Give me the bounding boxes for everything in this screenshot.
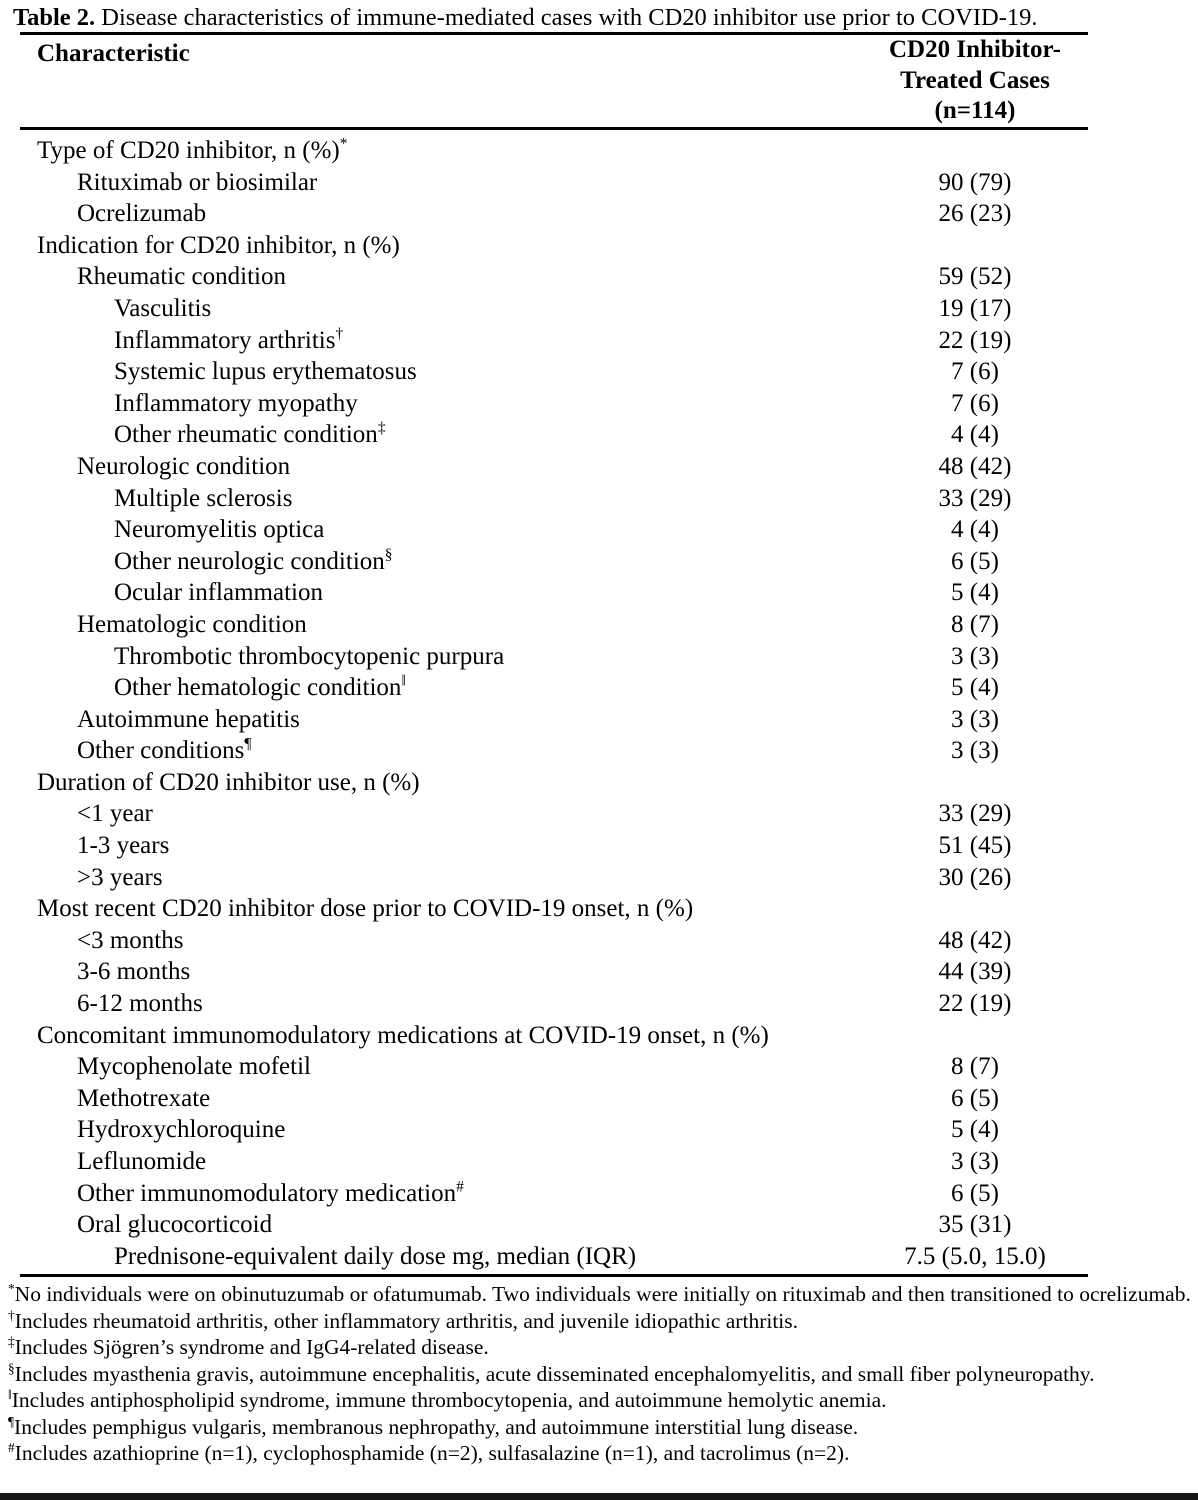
footnote-marker: # xyxy=(8,1439,15,1455)
table-row xyxy=(0,198,1198,230)
table-bottom-rule xyxy=(20,1274,1088,1277)
table-row xyxy=(0,672,1198,704)
row-value: 33 (29) xyxy=(938,800,1012,828)
row-label: Thrombotic thrombocytopenic purpura xyxy=(114,642,505,670)
table-row xyxy=(0,988,1198,1020)
row-value: 7 (6) xyxy=(951,389,999,417)
row-label: Other hematologic condition‖ xyxy=(114,672,406,702)
table-row xyxy=(0,798,1198,830)
table-row xyxy=(0,1146,1198,1178)
row-label: Systemic lupus erythematosus xyxy=(114,358,417,386)
row-value: 7 (6) xyxy=(951,358,999,386)
footnote-marker: ‡ xyxy=(8,1333,15,1349)
footnote-text: No individuals were on obinutuzumab or ofatumumab. Two individuals were initially on rituximab and then transitioned to ocrelizumab. xyxy=(14,1282,1191,1306)
row-value: 30 (26) xyxy=(938,863,1012,891)
table-row xyxy=(0,1114,1198,1146)
row-value: 22 (19) xyxy=(938,326,1012,354)
row-value: 22 (19) xyxy=(938,990,1012,1018)
table-row xyxy=(0,609,1198,641)
table-body xyxy=(0,135,1198,1272)
table-title xyxy=(13,3,1038,33)
row-label: Indication for CD20 inhibitor, n (%) xyxy=(37,231,400,259)
footnote-marker: § xyxy=(8,1360,15,1376)
row-value: 6 (5) xyxy=(951,1179,999,1207)
row-label: Other rheumatic condition‡ xyxy=(114,420,386,449)
row-label: Duration of CD20 inhibitor use, n (%) xyxy=(37,768,420,796)
table-row xyxy=(0,893,1198,925)
table-title-text: Disease characteristics of immune-mediated cases with CD20 inhibitor use prior to COVID-19. xyxy=(95,4,1038,31)
table-row xyxy=(0,1178,1198,1210)
footnote-marker: ‖ xyxy=(8,1386,12,1402)
row-label: Other immunomodulatory medication# xyxy=(77,1178,464,1207)
row-label: Ocrelizumab xyxy=(77,200,207,228)
table-row xyxy=(0,830,1198,862)
footnote-text: Includes antiphospholipid syndrome, immune thrombocytopenia, and autoimmune hemolytic anemia. xyxy=(11,1388,887,1412)
row-label: Other conditions¶ xyxy=(77,735,252,765)
table-row xyxy=(0,325,1198,357)
footnote-item xyxy=(8,1440,1193,1467)
row-label: Other neurologic condition§ xyxy=(114,546,393,575)
table-row xyxy=(0,388,1198,420)
table-row xyxy=(0,862,1198,894)
header-rule xyxy=(20,127,1088,130)
row-value: 8 (7) xyxy=(951,610,999,638)
row-label: Type of CD20 inhibitor, n (%)* xyxy=(37,135,348,164)
table-row xyxy=(0,1241,1198,1273)
table-row xyxy=(0,704,1198,736)
row-value: 33 (29) xyxy=(938,484,1012,512)
row-value: 44 (39) xyxy=(938,958,1012,986)
row-label: Ocular inflammation xyxy=(114,579,323,607)
table-row xyxy=(0,1051,1198,1083)
row-label: Rituximab or biosimilar xyxy=(77,168,318,196)
table-row xyxy=(0,483,1198,515)
table-row xyxy=(0,419,1198,451)
footnote-text: Includes Sjögren’s syndrome and IgG4-related disease. xyxy=(14,1335,489,1359)
footnote-marker-superscript: * xyxy=(339,135,348,153)
table-row xyxy=(0,1083,1198,1115)
footnote-item xyxy=(8,1414,1193,1441)
row-label: Neurologic condition xyxy=(77,452,291,480)
row-value: 4 (4) xyxy=(951,421,999,449)
column-header-group xyxy=(850,35,1100,127)
row-label: Most recent CD20 inhibitor dose prior to COVID-19 onset, n (%) xyxy=(37,895,694,923)
row-label: 1-3 years xyxy=(77,832,170,860)
footnote-item xyxy=(8,1308,1193,1335)
footnote-item xyxy=(8,1361,1193,1388)
table-row xyxy=(0,641,1198,673)
table-row xyxy=(0,230,1198,262)
row-value: 3 (3) xyxy=(951,705,999,733)
footnote-item xyxy=(8,1281,1193,1308)
table-row xyxy=(0,514,1198,546)
row-value: 6 (5) xyxy=(951,1084,999,1112)
row-label: Leflunomide xyxy=(77,1148,207,1175)
footnote-marker: * xyxy=(8,1280,15,1296)
row-label: Methotrexate xyxy=(77,1084,211,1112)
table-row xyxy=(0,167,1198,199)
footnote-text: Includes myasthenia gravis, autoimmune encephalitis, acute disseminated encephalomyelitis, and small fiber polyneuropathy. xyxy=(14,1361,1095,1386)
footnote-marker: † xyxy=(8,1307,15,1323)
page-bottom-edge-bar xyxy=(0,1493,1198,1500)
footnote-text: Includes azathioprine (n=1), cyclophosphamide (n=2), sulfasalazine (n=1), and tacrolimus (n=2). xyxy=(14,1441,850,1465)
row-value: 19 (17) xyxy=(938,294,1012,322)
row-value: 7.5 (5.0, 15.0) xyxy=(904,1242,1046,1270)
row-label: Inflammatory myopathy xyxy=(114,389,358,417)
row-value: 5 (4) xyxy=(951,674,999,702)
row-label: Prednisone-equivalent daily dose mg, median (IQR) xyxy=(114,1242,637,1270)
row-label: Hematologic condition xyxy=(77,610,307,638)
row-value: 48 (42) xyxy=(938,452,1012,480)
table-title-label: Table 2. xyxy=(13,4,96,31)
footnote-marker-superscript: ‡ xyxy=(377,420,386,438)
row-label: Mycophenolate mofetil xyxy=(77,1053,311,1081)
row-label: Neuromyelitis optica xyxy=(114,516,325,544)
row-value: 5 (4) xyxy=(951,579,999,607)
row-label: Vasculitis xyxy=(114,294,212,322)
footnote-item xyxy=(8,1387,1193,1414)
row-value: 3 (3) xyxy=(951,642,999,670)
footnote-marker-superscript: ‖ xyxy=(401,672,406,690)
table-row xyxy=(0,135,1198,167)
table-row xyxy=(0,925,1198,957)
row-label: <3 months xyxy=(77,926,184,954)
table-row xyxy=(0,956,1198,988)
footnote-marker-superscript: # xyxy=(456,1178,464,1196)
row-label: Multiple sclerosis xyxy=(114,484,293,512)
table-row xyxy=(0,1209,1198,1241)
table-row xyxy=(0,546,1198,578)
footnote-text: Includes pemphigus vulgaris, membranous nephropathy, and autoimmune interstitial lung disease. xyxy=(14,1414,859,1439)
footnote-text: Includes rheumatoid arthritis, other inflammatory arthritis, and juvenile idiopathic arthritis. xyxy=(14,1308,799,1333)
row-value: 26 (23) xyxy=(938,200,1012,228)
footnote-marker: ¶ xyxy=(8,1413,15,1429)
table-row xyxy=(0,767,1198,799)
row-label: <1 year xyxy=(77,800,153,828)
row-value: 8 (7) xyxy=(951,1053,999,1081)
row-label: Concomitant immunomodulatory medications at COVID-19 onset, n (%) xyxy=(37,1021,769,1049)
table-row xyxy=(0,356,1198,388)
column-header-characteristic: Characteristic xyxy=(37,40,190,67)
table-row xyxy=(0,735,1198,767)
row-label: Rheumatic condition xyxy=(77,263,286,291)
row-value: 3 (3) xyxy=(951,1148,999,1175)
column-header-group-line3: (n=114) xyxy=(934,97,1016,124)
footnote-marker-superscript: † xyxy=(335,325,344,343)
row-label: Inflammatory arthritis† xyxy=(114,325,344,354)
row-value: 48 (42) xyxy=(938,926,1012,954)
footnote-marker-superscript: ¶ xyxy=(244,735,252,753)
row-label: Hydroxychloroquine xyxy=(77,1116,286,1144)
column-header-group-line2: Treated Cases xyxy=(900,66,1050,94)
footnotes xyxy=(8,1281,1193,1467)
footnote-marker-superscript: § xyxy=(384,546,393,564)
table-row xyxy=(0,261,1198,293)
row-value: 35 (31) xyxy=(938,1211,1012,1239)
row-value: 59 (52) xyxy=(938,263,1012,291)
row-label: 6-12 months xyxy=(77,990,203,1018)
row-value: 6 (5) xyxy=(951,547,999,575)
row-label: Oral glucocorticoid xyxy=(77,1211,273,1239)
row-value: 4 (4) xyxy=(951,516,999,544)
row-value: 90 (79) xyxy=(938,168,1012,196)
footnote-item xyxy=(8,1334,1193,1361)
row-value: 3 (3) xyxy=(951,737,999,765)
row-label: >3 years xyxy=(77,863,163,891)
table-row xyxy=(0,1020,1198,1052)
row-value: 5 (4) xyxy=(951,1116,999,1144)
table-row xyxy=(0,451,1198,483)
row-label: Autoimmune hepatitis xyxy=(77,705,300,733)
row-label: 3-6 months xyxy=(77,958,191,986)
table-row xyxy=(0,577,1198,609)
table-row xyxy=(0,293,1198,325)
column-header-group-line1: CD20 Inhibitor- xyxy=(888,36,1061,63)
row-value: 51 (45) xyxy=(938,832,1012,860)
